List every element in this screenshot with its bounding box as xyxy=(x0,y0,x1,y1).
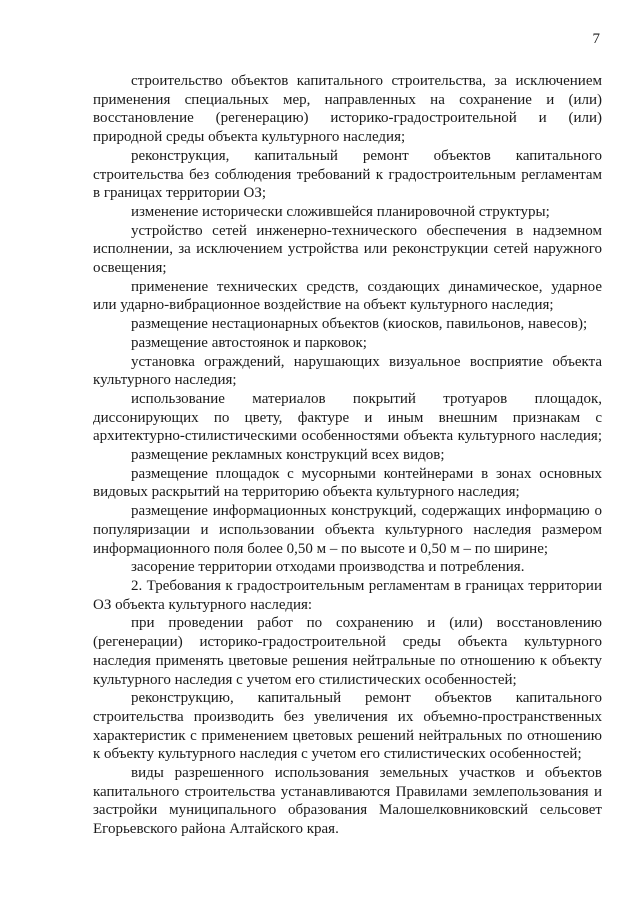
paragraph-littering: засорение территории отходами производства и потребления. xyxy=(131,559,525,576)
paragraph-non-stationary-objects: размещение нестационарных объектов (киосков, павильонов, навесов); xyxy=(131,316,588,333)
paragraph-section-2-heading: 2. Требования к градостроительным регламентам в границах территории ОЗ объекта культурного наследия: xyxy=(93,577,602,613)
paragraph-construction-restriction: строительство объектов капитального строительства, за исключением применения специальных мер, направленных на сохранение и (или) восстановление (регенерацию) историко-градостроительной и (или) природной среды объекта культурного наследия; xyxy=(93,73,602,146)
paragraph-information-structures: размещение информационных конструкций, содержащих информацию о популяризации и использовании объекта культурного наследия размером информационного поля более 0,50 м – по высоте и 0,50 м – по ширине; xyxy=(93,503,602,557)
paragraph-preservation-colors: при проведении работ по сохранению и (или) восстановлению (регенерации) историко-градостроительной среды объекта культурного наследия применять цветовые решения нейтральные по отношению к объекту культурного наследия с учетом его стилистических особенностей; xyxy=(93,615,602,688)
paragraph-pavement-materials: использование материалов покрытий тротуаров площадок, диссонирующих по цвету, фактуре и иным внешним признакам с архитектурно-стилистическими особенностями объекта культурного наследия; xyxy=(93,390,602,445)
paragraph-reconstruction-restriction: реконструкция, капитальный ремонт объектов капитального строительства без соблюдения требований к градостроительным регламентам в границах территории ОЗ; xyxy=(93,147,602,202)
paragraph-parking: размещение автостоянок и парковок; xyxy=(131,334,367,351)
paragraph-planning-structure: изменение исторически сложившейся планировочной структуры; xyxy=(131,203,550,220)
paragraph-permitted-use: виды разрешенного использования земельных участков и объектов капитального строительства устанавливаются Правилами землепользования и застройки муниципального образования Малошелковниковский сельсовет Егорьевского района Алтайского края. xyxy=(93,765,602,838)
paragraph-dynamic-impact: применение технических средств, создающих динамическое, ударное или ударно-вибрационное воздействие на объект культурного наследия; xyxy=(93,278,602,314)
paragraph-advertising: размещение рекламных конструкций всех видов; xyxy=(131,447,445,464)
paragraph-reconstruction-volume: реконструкцию, капитальный ремонт объектов капитального строительства производить без увеличения их объемно-пространственных характеристик с применением цветовых решений нейтральных по отношению к объекту культурного наследия с учетом его стилистических особенностей; xyxy=(93,690,602,763)
paragraph-engineering-networks: устройство сетей инженерно-технического обеспечения в надземном исполнении, за исключением устройства или реконструкции сетей наружного освещения; xyxy=(93,222,602,277)
document-body xyxy=(93,72,602,839)
page-number: 7 xyxy=(592,31,600,47)
paragraph-fences: установка ограждений, нарушающих визуальное восприятие объекта культурного наследия; xyxy=(93,353,602,389)
paragraph-waste-containers: размещение площадок с мусорными контейнерами в зонах основных видовых раскрытий на территорию объекта культурного наследия; xyxy=(93,465,602,501)
